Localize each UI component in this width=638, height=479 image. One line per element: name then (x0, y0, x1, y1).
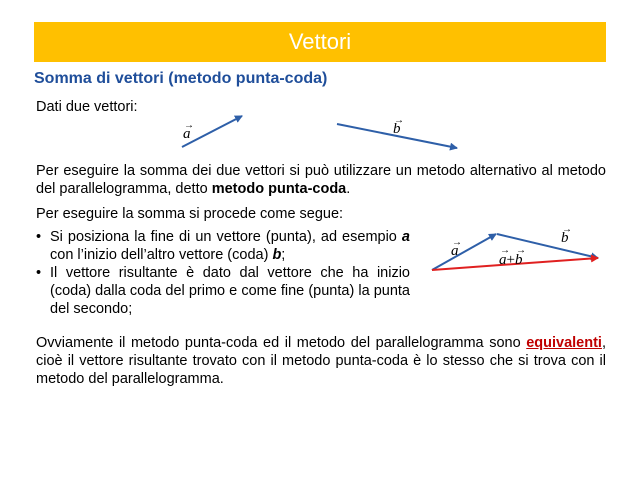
para1-end: . (346, 181, 351, 197)
label-b-tip-to-tail (561, 224, 572, 246)
paragraph-conclusion (36, 334, 606, 388)
bullet1-text-3: ; (281, 247, 286, 263)
list-item (36, 264, 410, 318)
label-b (393, 115, 404, 137)
bullet2-text: Il vettore risultante è dato dal vettore che ha inizio (coda) dalla coda del primo e come fine (punta) la punta del secondo; (50, 265, 410, 317)
conclusion-text: Ovviamente il metodo punta-coda ed il metodo del parallelogramma sono (36, 335, 527, 351)
bullet-icon: • (36, 229, 42, 245)
label-b-tip-to-tail-text: b (561, 230, 569, 246)
label-a (183, 120, 194, 142)
label-sum-plus: + (506, 252, 515, 268)
para1-text: Per eseguire la somma dei due vettori si può utilizzare un metodo alternativo al metodo del parallelogramma, detto (36, 163, 606, 197)
label-sum-b-text: b (514, 252, 523, 268)
bullet-list (36, 228, 410, 318)
vector-arrow-glyph: → (562, 224, 572, 235)
para1-bold: metodo punta-coda (211, 181, 347, 197)
list-item (36, 228, 410, 264)
vector-arrow-glyph: → (184, 120, 194, 131)
page-title: Vettori (288, 29, 352, 54)
label-a-text: a (183, 126, 191, 142)
paragraph-method-intro (36, 162, 606, 198)
label-sum (499, 245, 526, 268)
label-a-tip-to-tail (451, 237, 462, 259)
bullet1-text-2: con l’inizio dell’altro vettore (coda) (50, 247, 273, 263)
paragraph-procedure: Per eseguire la somma si procede come segue: (36, 206, 344, 222)
bullet1-text: Si posiziona la fine di un vettore (punta), ad esempio (50, 229, 402, 245)
vector-arrow-glyph: → (452, 237, 462, 248)
section-subtitle: Somma di vettori (metodo punta-coda) (34, 70, 328, 87)
label-sum-a (499, 245, 510, 268)
label-b-text: b (393, 121, 401, 137)
vector-arrow-glyph: → (394, 115, 404, 126)
conclusion-end: , cioè il vettore risultante trovato con il metodo punta-coda è lo stesso che si trova con il metodo del parallelogramma. (36, 335, 606, 387)
equivalent-highlight: equivalenti (526, 335, 602, 351)
vector-arrow-glyph: → (515, 245, 526, 256)
vector-arrow-glyph: → (500, 245, 510, 256)
intro-text: Dati due vettori: (36, 99, 138, 115)
tip-to-tail-a-arrow (432, 234, 496, 270)
bullet-icon: • (36, 265, 42, 281)
bullet1-vector-b: b (272, 247, 282, 263)
label-sum-a-text: a (499, 252, 507, 268)
label-a-tip-to-tail-text: a (451, 243, 459, 259)
label-sum-b (514, 245, 526, 268)
bullet1-vector-a: a (401, 229, 410, 245)
